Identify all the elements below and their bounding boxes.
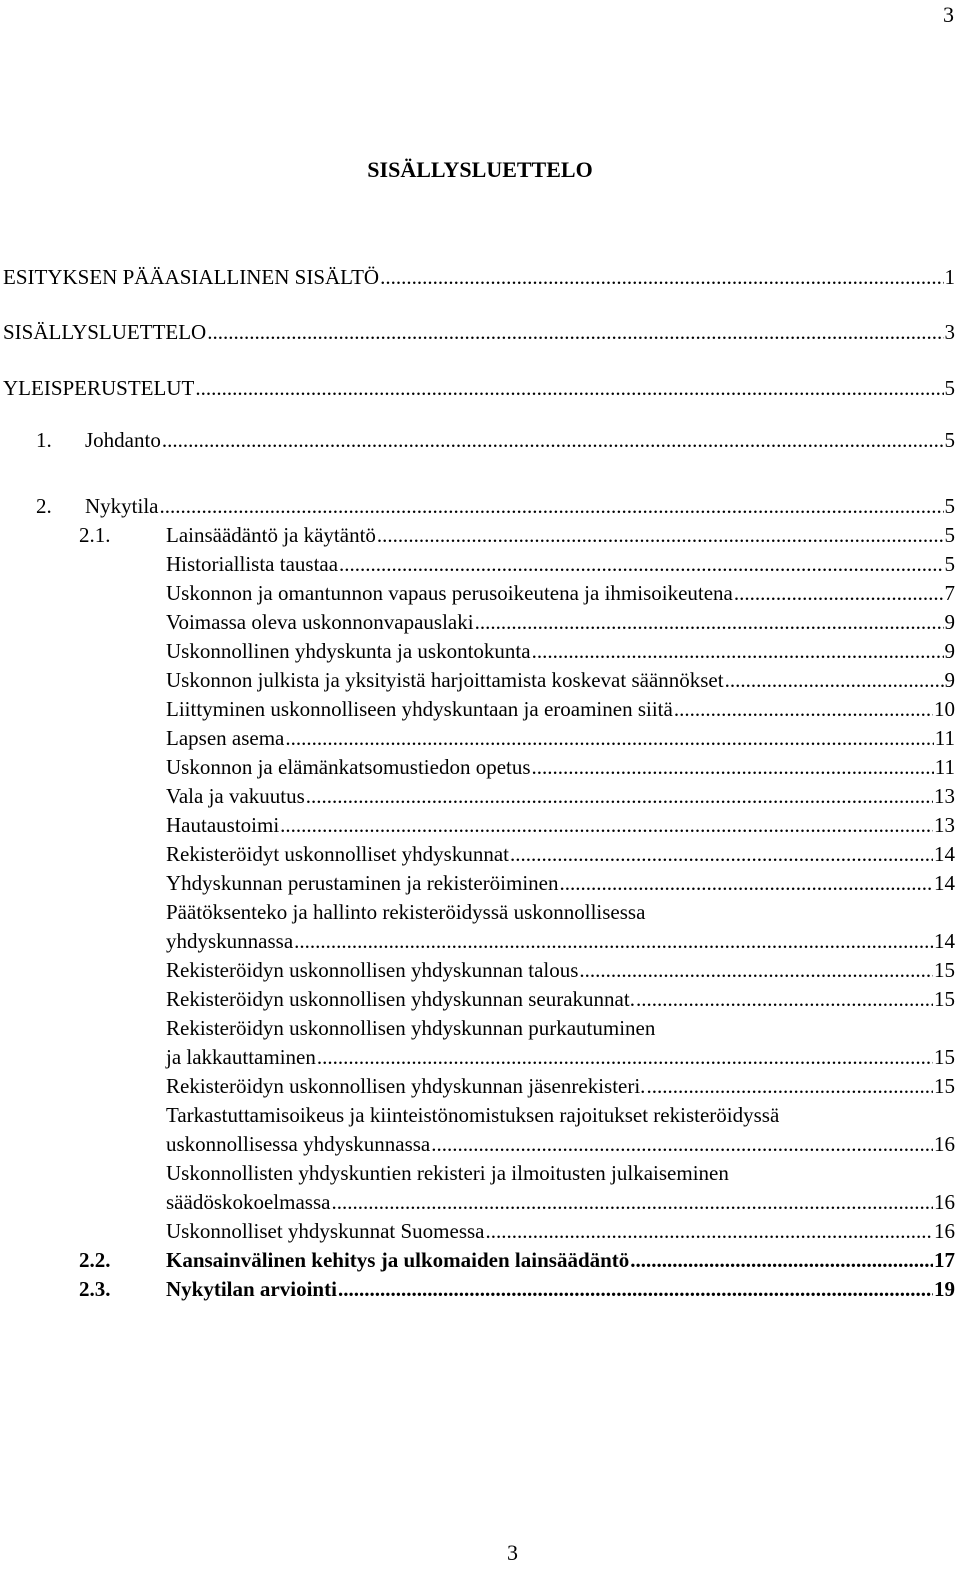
toc-entry-text: Uskonnon ja omantunnon vapaus perusoikeutena ja ihmisoikeutena: [166, 581, 733, 605]
dot-leader: [579, 956, 933, 985]
toc-entry-page: 19: [934, 1277, 955, 1301]
toc-entry-text: Johdanto: [85, 428, 161, 452]
page-number-top: 3: [943, 2, 954, 27]
toc-entry-page: 15: [934, 987, 955, 1011]
toc-entry[interactable]: [0, 1072, 955, 1101]
toc-entry-page: 13: [934, 784, 955, 808]
toc-entry[interactable]: [0, 1275, 955, 1304]
toc-entry-text: Yhdyskunnan perustaminen ja rekisteröiminen: [166, 871, 559, 895]
toc-entry[interactable]: [0, 956, 955, 985]
toc-entry[interactable]: [0, 753, 955, 782]
toc-entry-text: Vala ja vakuutus: [166, 784, 305, 808]
toc-entry-page: 5: [944, 552, 955, 576]
toc-entry-page: 16: [934, 1190, 955, 1214]
toc-entry[interactable]: [0, 666, 955, 695]
toc-entry-text: Uskonnollinen yhdyskunta ja uskontokunta: [166, 639, 531, 663]
toc-entry-page: 13: [934, 813, 955, 837]
toc-entry[interactable]: [0, 869, 955, 898]
toc-entry[interactable]: [0, 724, 955, 753]
dot-leader: [475, 608, 944, 637]
toc-entry[interactable]: [0, 374, 955, 403]
toc-entry-page: 11: [934, 726, 955, 750]
toc-entry-page: 16: [934, 1219, 955, 1243]
toc-entry-text: Nykytila: [85, 494, 159, 518]
toc-entry-page: 10: [934, 697, 955, 721]
dot-leader: [674, 695, 933, 724]
toc-title: SISÄLLYSLUETTELO: [367, 157, 593, 182]
toc-entry[interactable]: [0, 550, 955, 579]
dot-leader: [331, 1188, 933, 1217]
toc-entry-page: 5: [944, 523, 955, 547]
dot-leader: [285, 724, 933, 753]
toc-entry[interactable]: [0, 1188, 955, 1217]
dot-leader: [532, 637, 944, 666]
toc-entry[interactable]: [0, 695, 955, 724]
dot-leader: [725, 666, 944, 695]
toc-entry-text-line1: Rekisteröidyn uskonnollisen yhdyskunnan purkautuminen: [166, 1016, 656, 1040]
dot-leader: [646, 1072, 933, 1101]
dot-leader: [431, 1130, 933, 1159]
toc-entry-text: säädöskokoelmassa: [166, 1190, 331, 1214]
dot-leader: [280, 811, 933, 840]
dot-leader: [486, 1217, 934, 1246]
toc-entry-page: 7: [944, 581, 955, 605]
toc-entry-text: Uskonnon ja elämänkatsomustiedon opetus: [166, 755, 531, 779]
toc-entry-page: 14: [934, 871, 955, 895]
toc-entry-number: 1.: [36, 428, 52, 452]
toc-entry-text: uskonnollisessa yhdyskunnassa: [166, 1132, 431, 1156]
toc-entry-number: 2.3.: [79, 1277, 111, 1301]
toc-entry-page: 5: [944, 428, 955, 452]
dot-leader: [338, 1275, 933, 1304]
page-number-bottom: 3: [507, 1540, 518, 1565]
toc-entry[interactable]: [0, 1217, 955, 1246]
dot-leader: [630, 1246, 933, 1275]
toc-entry-text: Nykytilan arviointi: [166, 1277, 337, 1301]
dot-leader: [160, 492, 944, 521]
toc-entry[interactable]: [0, 426, 955, 455]
toc-entry-page: 5: [944, 376, 955, 400]
dot-leader: [532, 753, 934, 782]
toc-entry-text: YLEISPERUSTELUT: [3, 376, 195, 400]
toc-entry[interactable]: [0, 263, 955, 292]
toc-entry-text-line1: Päätöksenteko ja hallinto rekisteröidyssä uskonnollisessa: [166, 900, 646, 924]
dot-leader: [317, 1043, 933, 1072]
toc-entry-number: 2.2.: [79, 1248, 111, 1272]
toc-entry-text: ESITYKSEN PÄÄASIALLINEN SISÄLTÖ: [3, 265, 380, 289]
dot-leader: [734, 579, 944, 608]
dot-leader: [560, 869, 934, 898]
toc-entry[interactable]: [0, 985, 955, 1014]
toc-entry-text: Voimassa oleva uskonnonvapauslaki: [166, 610, 474, 634]
toc-entry-text: Historiallista taustaa: [166, 552, 339, 576]
toc-entry-page: 15: [934, 1045, 955, 1069]
toc-entry-text: ja lakkauttaminen: [166, 1045, 316, 1069]
toc-entry[interactable]: [0, 521, 955, 550]
toc-entry-text: Rekisteröidyt uskonnolliset yhdyskunnat: [166, 842, 509, 866]
toc-entry-page: 5: [944, 494, 955, 518]
toc-entry-text: Lainsäädäntö ja käytäntö: [166, 523, 376, 547]
toc-entry-page: 16: [934, 1132, 955, 1156]
toc-entry-text: yhdyskunnassa: [166, 929, 294, 953]
toc-entry-text-line1: Tarkastuttamisoikeus ja kiinteistönomistuksen rajoitukset rekisteröidyssä: [166, 1103, 780, 1127]
toc-entry-text: Rekisteröidyn uskonnollisen yhdyskunnan talous: [166, 958, 579, 982]
dot-leader: [207, 318, 943, 347]
dot-leader: [306, 782, 933, 811]
dot-leader: [294, 927, 933, 956]
toc-entry-page: 9: [944, 610, 955, 634]
toc-entry-page: 1: [944, 265, 955, 289]
toc-entry-page: 15: [934, 1074, 955, 1098]
toc-entry-text-line1: Uskonnollisten yhdyskuntien rekisteri ja ilmoitusten julkaiseminen: [166, 1161, 729, 1185]
toc-entry[interactable]: [0, 1043, 955, 1072]
toc-entry-text: Uskonnolliset yhdyskunnat Suomessa: [166, 1219, 485, 1243]
dot-leader: [195, 374, 943, 403]
toc-entry-text: Uskonnon julkista ja yksityistä harjoittamista koskevat säännökset: [166, 668, 724, 692]
toc-entry-text: SISÄLLYSLUETTELO: [3, 320, 207, 344]
toc-entry[interactable]: [0, 927, 955, 956]
toc-entry-text: Hautaustoimi: [166, 813, 280, 837]
toc-entry-page: 9: [944, 639, 955, 663]
toc-entry[interactable]: [0, 637, 955, 666]
toc-entry[interactable]: [0, 1130, 955, 1159]
toc-entry[interactable]: [0, 579, 955, 608]
toc-entry-text: Liittyminen uskonnolliseen yhdyskuntaan ja eroaminen siitä: [166, 697, 673, 721]
dot-leader: [339, 550, 943, 579]
dot-leader: [636, 985, 933, 1014]
toc-entry-page: 11: [934, 755, 955, 779]
toc-entry-text: Lapsen asema: [166, 726, 285, 750]
toc-entry-page: 14: [934, 842, 955, 866]
toc-entry-text: Rekisteröidyn uskonnollisen yhdyskunnan jäsenrekisteri.: [166, 1074, 646, 1098]
dot-leader: [380, 263, 943, 292]
toc-entry-number: 2.1.: [79, 523, 111, 547]
toc-entry[interactable]: [0, 1246, 955, 1275]
toc-entry-page: 15: [934, 958, 955, 982]
toc-entry-text: Rekisteröidyn uskonnollisen yhdyskunnan seurakunnat.: [166, 987, 635, 1011]
toc-entry[interactable]: [0, 782, 955, 811]
toc-entry-page: 9: [944, 668, 955, 692]
toc-entry-page: 17: [934, 1248, 955, 1272]
toc-entry-page: 14: [934, 929, 955, 953]
dot-leader: [377, 521, 944, 550]
dot-leader: [162, 426, 944, 455]
dot-leader: [510, 840, 933, 869]
toc-entry[interactable]: [0, 318, 955, 347]
toc-entry-page: 3: [944, 320, 955, 344]
toc-entry[interactable]: [0, 811, 955, 840]
toc-entry-text: Kansainvälinen kehitys ja ulkomaiden lainsäädäntö: [166, 1248, 630, 1272]
toc-entry[interactable]: [0, 608, 955, 637]
toc-entry-number: 2.: [36, 494, 52, 518]
toc-entry[interactable]: [0, 840, 955, 869]
toc-entry[interactable]: [0, 492, 955, 521]
